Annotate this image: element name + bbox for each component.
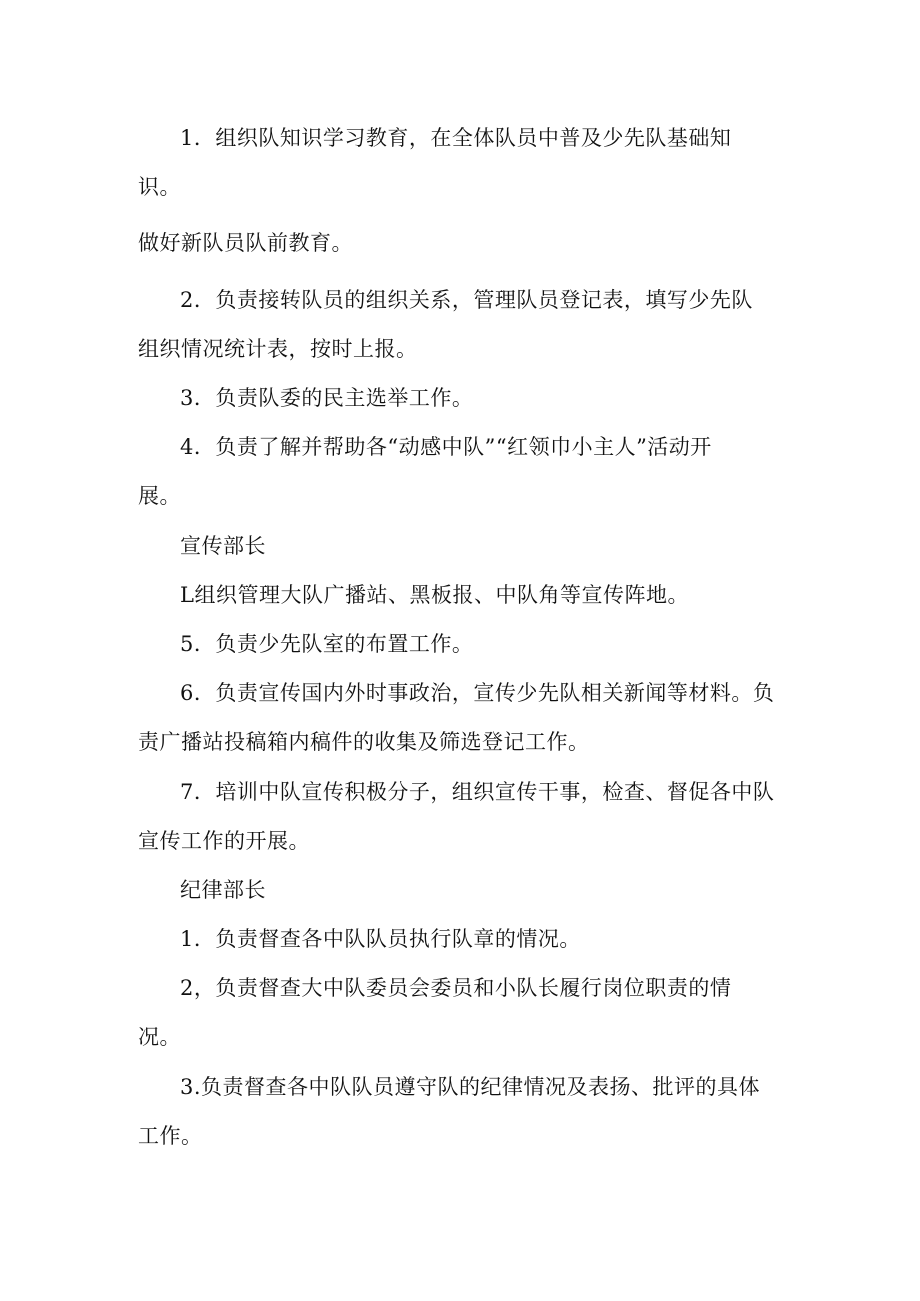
- paragraph-1-line-1: 1．组织队知识学习教育，在全体队员中普及少先队基础知: [180, 126, 732, 150]
- paragraph-2-line-2: 组织情况统计表，按时上报。: [138, 337, 418, 361]
- publicity-item-6-line-2: 责广播站投稿箱内稿件的收集及筛选登记工作。: [138, 730, 590, 754]
- paragraph-1-line-2: 识。: [138, 175, 181, 199]
- discipline-item-1: 1．负责督查各中队队员执行队章的情况。: [180, 927, 581, 951]
- discipline-item-2-line-2: 况。: [138, 1025, 181, 1049]
- publicity-item-5: 5．负责少先队室的布置工作。: [180, 632, 474, 656]
- publicity-item-1: L组织管理大队广播站、黑板报、中队角等宣传阵地。: [180, 583, 689, 607]
- section-heading-publicity: 宣传部长: [180, 534, 266, 558]
- paragraph-2-line-1: 2．负责接转队员的组织关系，管理队员登记表，填写少先队: [180, 288, 753, 312]
- paragraph-new-member-education: 做好新队员队前教育。: [138, 231, 353, 255]
- publicity-item-7-line-2: 宣传工作的开展。: [138, 829, 310, 853]
- publicity-item-6-line-1: 6．负责宣传国内外时事政治，宣传少先队相关新闻等材料。负: [180, 681, 775, 705]
- discipline-item-3-line-2: 工作。: [138, 1124, 203, 1148]
- publicity-item-7-line-1: 7．培训中队宣传积极分子，组织宣传干事，检查、督促各中队: [180, 780, 775, 804]
- paragraph-4-line-1: 4．负责了解并帮助各“动感中队”“红领巾小主人”活动开: [180, 435, 712, 459]
- discipline-item-2-line-1: 2，负责督查大中队委员会委员和小队长履行岗位职责的情: [180, 976, 732, 1000]
- paragraph-4-line-2: 展。: [138, 484, 181, 508]
- section-heading-discipline: 纪律部长: [180, 878, 266, 902]
- paragraph-3: 3．负责队委的民主选举工作。: [180, 386, 474, 410]
- discipline-item-3-line-1: 3.负责督查各中队队员遵守队的纪律情况及表扬、批评的具体: [180, 1075, 761, 1099]
